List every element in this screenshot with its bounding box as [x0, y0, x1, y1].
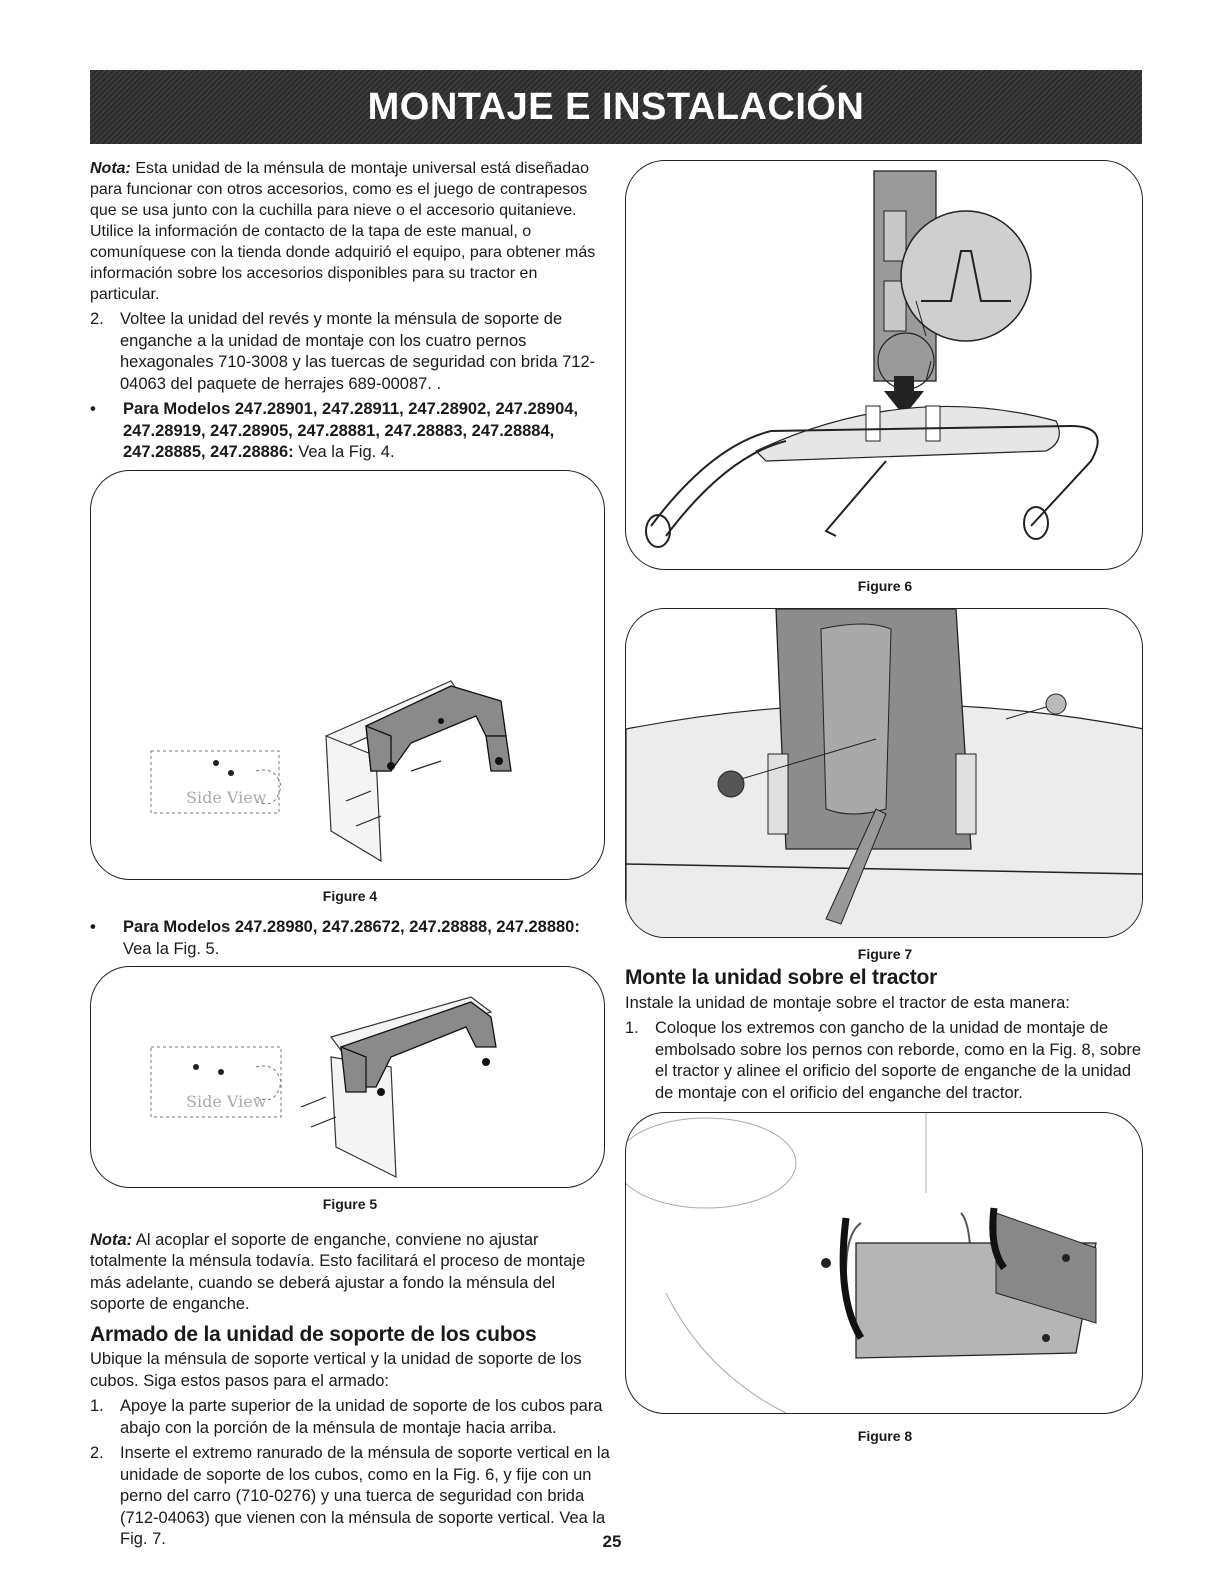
note-label: Nota: — [90, 1230, 133, 1249]
figure-4-illustration — [91, 471, 605, 880]
page-number: 25 — [602, 1532, 622, 1551]
figure-6 — [625, 160, 1143, 570]
step-1 — [625, 1018, 1145, 1104]
figure-4-caption: Figure 4 — [322, 887, 378, 904]
step-number: 1. — [625, 1019, 639, 1037]
step-number: 2. — [90, 1444, 104, 1462]
side-view-label: Side View — [186, 1092, 267, 1111]
section-heading-mount-on-tractor: Monte la unidad sobre el tractor — [625, 966, 938, 989]
step-text: Coloque los extremos con gancho de la unidad de montaje de embolsado sobre los pernos con reborde, como en la Fig. 8, sobre el tractor y alinee el orificio del soporte de enganche de la unidad de montaje con el orificio del enganche del tractor. — [655, 1019, 1142, 1102]
page-title: MONTAJE E INSTALACIÓN — [367, 85, 865, 128]
section-intro: Ubique la ménsula de soporte vertical y la unidad de soporte de los cubos. Siga estos pasos para el armado: — [90, 1350, 582, 1390]
section-banner — [90, 70, 1142, 144]
models-list: Para Modelos 247.28980, 247.28672, 247.28888, 247.28880: — [123, 918, 580, 936]
bullet-models-fig4 — [90, 399, 610, 464]
figure-7-illustration — [626, 609, 1143, 938]
note-text: Al acoplar el soporte de enganche, conviene no ajustar totalmente la ménsula todavía. Esto facilitará el proceso de montaje más adelante, cuando se deberá ajustar a fondo la ménsula del soporte de enganche. — [90, 1230, 586, 1313]
step-text: Inserte el extremo ranurado de la ménsula de soporte vertical en la unidade de soporte de los cubos, como en la Fig. 6, y fije con un perno del carro (710-0276) y una tuerca de seguridad con brida (712-04063) que vienen con la ménsula de soporte vertical. Vea la Fig. 7. — [120, 1444, 610, 1548]
step-number: 1. — [90, 1397, 104, 1415]
side-view-label: Side View — [186, 787, 267, 807]
models-list: Para Modelos 247.28901, 247.28911, 247.28902, 247.28904, 247.28919, 247.28905, 247.28881, 247.28883, 247.28884, 247.28885, 247.28886: — [123, 400, 579, 461]
step-number: 2. — [90, 310, 104, 328]
bullet-icon: • — [90, 400, 96, 418]
step-1 — [90, 1396, 610, 1439]
left-column — [90, 158, 610, 1555]
note-2 — [90, 1230, 610, 1316]
figure-4 — [90, 470, 605, 880]
step-text: Voltee la unidad del revés y monte la ménsula de soporte de enganche a la unidad de montaje con los cuatro pernos hexagonales 710-3008 y las tuercas de seguridad con brida 712-04063 del paquete de herrajes 689-00087. . — [120, 310, 596, 393]
figure-6-illustration — [626, 161, 1143, 570]
figure-5-illustration — [91, 967, 605, 1188]
step-text: Apoye la parte superior de la unidad de soporte de los cubos para abajo con la porción de la ménsula de montaje hacia arriba. — [120, 1397, 603, 1437]
figure-5-caption: Figure 5 — [322, 1196, 378, 1212]
note-text: Esta unidad de la ménsula de montaje universal está diseñadao para funcionar con otros accesorios, como es el juego de contrapesos que se usa junto con la cuchilla para nieve o el accesorio quitanieve. Utilice la información de contacto de la tapa de este manual, o comuníquese con la tienda donde adquirió el equipo, para obtener más información sobre los accesorios disponibles para su tractor en particular. — [90, 160, 596, 303]
step-2 — [90, 309, 610, 395]
section-heading-hub-assembly: Armado de la unidad de soporte de los cubos — [90, 1322, 537, 1346]
figure-5 — [90, 966, 605, 1188]
figure-6-caption: Figure 6 — [857, 578, 913, 594]
note-1 — [90, 158, 610, 305]
figure-7-caption: Figure 7 — [857, 945, 913, 962]
figure-reference: Vea la Fig. 4. — [298, 443, 395, 461]
right-column — [625, 158, 1145, 1458]
section-intro: Instale la unidad de montaje sobre el tractor de esta manera: — [625, 993, 1070, 1012]
figure-reference: Vea la Fig. 5. — [123, 939, 220, 958]
note-label: Nota: — [90, 160, 131, 177]
figure-8-illustration — [626, 1113, 1143, 1414]
bullet-models-fig5 — [90, 917, 610, 960]
figure-8-caption: Figure 8 — [857, 1428, 913, 1444]
figure-8 — [625, 1112, 1143, 1414]
bullet-icon: • — [90, 918, 96, 936]
figure-7 — [625, 608, 1143, 938]
